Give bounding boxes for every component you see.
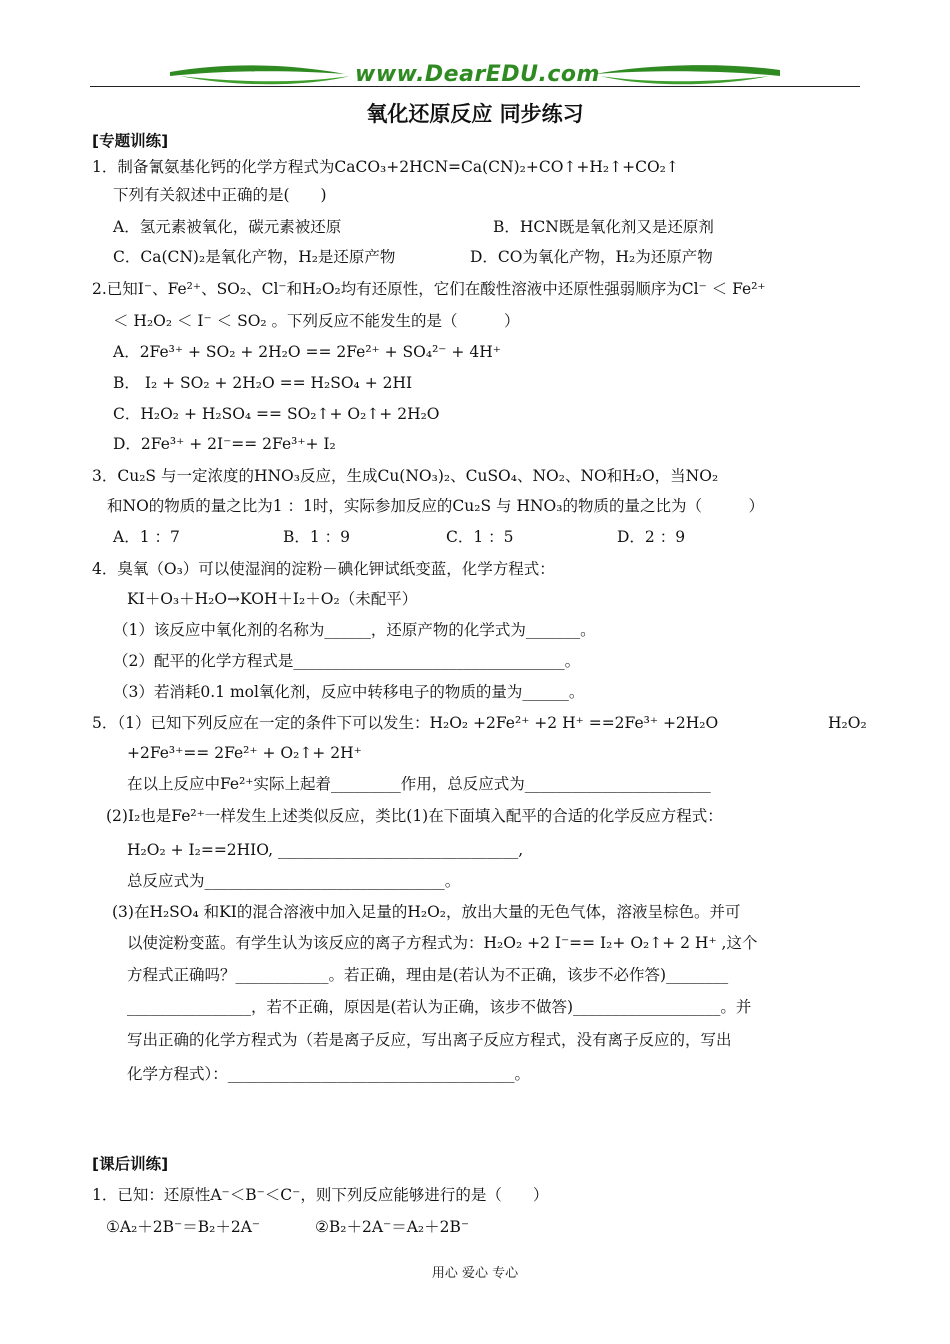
q5-part1-equation: +2Fe³⁺== 2Fe²⁺ + O₂↑+ 2H⁺ [127,744,362,762]
q1-prompt: 下列有关叙述中正确的是( ) [113,186,327,204]
q5-part3-line2: 以使淀粉变蓝。有学生认为该反应的离子方程式为：H₂O₂ +2 I⁻== I₂+ O₂↑+ 2 H⁺ ,这个 [127,934,758,952]
q2-option-d: D．2Fe³⁺ + 2I⁻== 2Fe³⁺+ I₂ [113,435,336,453]
q1-option-d: D．CO为氧化产物，H₂为还原产物 [470,248,713,266]
q3-prompt: 和NO的物质的量之比为1 ：1时，实际参加反应的Cu₂S 与 HNO₃的物质的量之比为（ ） [107,497,764,515]
q1-stem: 1．制备氰氨基化钙的化学方程式为CaCO₃+2HCN=Ca(CN)₂+CO↑+H₂↑+CO₂↑ [92,158,679,176]
q3-option-b: B．1 ：9 [283,528,351,546]
q2-option-c: C．H₂O₂ + H₂SO₄ == SO₂↑+ O₂↑+ 2H₂O [113,405,440,423]
q5-part2-total: 总反应式为_______________________________。 [127,872,461,890]
q2-stem: 2.已知I⁻、Fe²⁺、SO₂、Cl⁻和H₂O₂均有还原性，它们在酸性溶液中还原性强弱顺序为Cl⁻ ＜ Fe²⁺ [92,280,766,298]
q2-prompt: ＜ H₂O₂ ＜ I⁻ ＜ SO₂ 。下列反应不能发生的是（ ） [113,312,520,330]
after-q1-stem: 1．已知：还原性A⁻＜B⁻＜C⁻，则下列反应能够进行的是（ ） [92,1186,549,1204]
q3-option-a: A．1 ：7 [113,528,180,546]
q5-part1-stem-end: H₂O₂ [828,714,867,732]
q4-part2: （2）配平的化学方程式是___________________________________。 [113,652,581,670]
q5-part2-equation: H₂O₂ + I₂==2HIO, _______________________________, [127,841,524,859]
q5-part1-stem: 5．（1）已知下列反应在一定的条件下可以发生：H₂O₂ +2Fe²⁺ +2 H⁺ ==2Fe³⁺ +2H₂O [92,714,719,732]
q3-option-c: C．1 ：5 [446,528,514,546]
section-heading-after: [课后训练] [92,1155,169,1173]
q3-stem: 3．Cu₂S 与一定浓度的HNO₃反应，生成Cu(NO₃)₂、CuSO₄、NO₂、NO和H₂O，当NO₂ [92,467,719,485]
after-q1-option-2: ②B₂＋2A⁻＝A₂＋2B⁻ [315,1218,470,1236]
after-q1-option-1: ①A₂＋2B⁻＝B₂＋2A⁻ [106,1218,261,1236]
q4-equation: KI＋O₃＋H₂O→KOH＋I₂＋O₂（未配平） [127,590,418,608]
q5-part1-question: 在以上反应中Fe²⁺实际上起着_________作用，总反应式为________________________ [127,775,711,793]
header-rule [90,86,860,87]
page-title: 氧化还原反应 同步练习 [366,102,584,126]
q1-option-b: B．HCN既是氧化剂又是还原剂 [493,218,714,236]
q5-part3-line1: (3)在H₂SO₄ 和KI的混合溶液中加入足量的H₂O₂，放出大量的无色气体，溶液呈棕色。并可 [112,903,741,921]
page-footer: 用心 爱心 专心 [431,1266,519,1281]
site-logo-text: www.DearEDU.com [355,62,600,87]
q5-part3-line4: ________________，若不正确，原因是(若认为正确，该步不做答)___________________。并 [127,998,752,1016]
q4-part1: （1）该反应中氧化剂的名称为______，还原产物的化学式为_______。 [113,621,596,639]
q1-option-a: A．氢元素被氧化，碳元素被还原 [113,218,342,236]
q4-stem: 4．臭氧（O₃）可以使湿润的淀粉－碘化钾试纸变蓝，化学方程式： [92,560,555,578]
q2-option-b: B． I₂ + SO₂ + 2H₂O == H₂SO₄ + 2HI [113,374,413,392]
q3-option-d: D．2 ：9 [617,528,686,546]
q5-part2-stem: (2)I₂也是Fe²⁺一样发生上述类似反应，类比(1)在下面填入配平的合适的化学反应方程式： [106,807,723,825]
q4-part3: （3）若消耗0.1 mol氧化剂，反应中转移电子的物质的量为______。 [113,683,585,701]
q5-part3-line6: 化学方程式）：_____________________________________。 [127,1065,531,1083]
section-heading-special: [专题训练] [92,132,169,150]
q5-part3-line5: 写出正确的化学方程式为（若是离子反应，写出离子反应方程式，没有离子反应的，写出 [127,1031,732,1049]
q1-option-c: C．Ca(CN)₂是氧化产物，H₂是还原产物 [113,248,396,266]
q2-option-a: A．2Fe³⁺ + SO₂ + 2H₂O == 2Fe²⁺ + SO₄²⁻ + 4H⁺ [113,343,501,361]
q5-part3-line3: 方程式正确吗？____________。若正确，理由是(若认为不正确，该步不必作答)________ [127,966,729,984]
